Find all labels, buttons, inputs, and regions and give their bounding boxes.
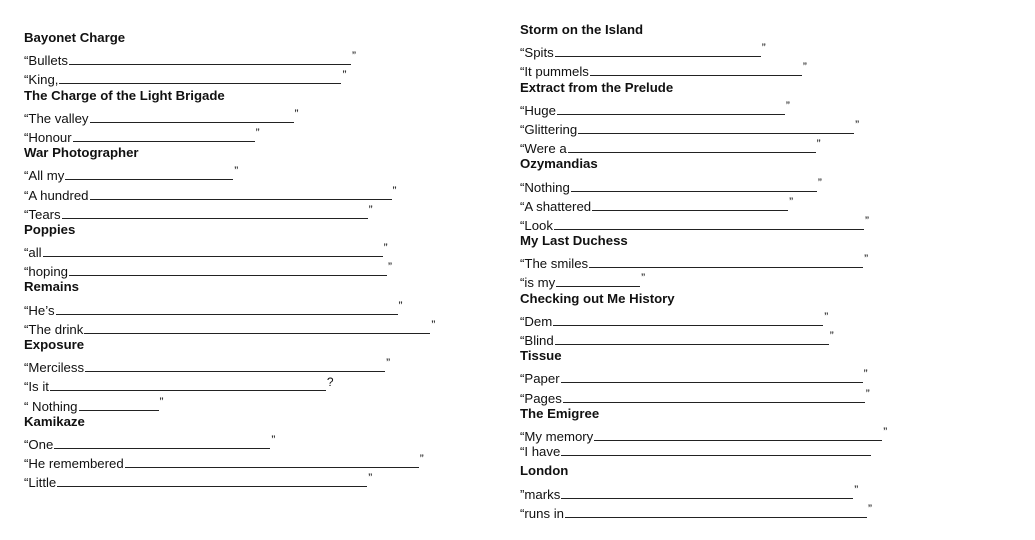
answer-blank-line[interactable] — [553, 312, 823, 326]
poem-heading-war-photographer: War Photographer — [24, 145, 139, 161]
answer-blank-line[interactable] — [65, 166, 233, 180]
closing-quote-mark: ” — [867, 501, 872, 516]
quote-prompt-row — [520, 39, 887, 61]
answer-blank-line[interactable] — [69, 51, 351, 65]
quote-prompt-text: “runs in — [520, 505, 564, 521]
quote-prompt-row — [24, 373, 435, 395]
quote-prompt-text: “Honour — [24, 129, 72, 145]
poem-heading-checking-out-me-history: Checking out Me History — [520, 290, 675, 306]
answer-blank-line[interactable] — [79, 397, 159, 411]
poem-heading-tissue: Tissue — [520, 348, 562, 364]
closing-quote-mark: ” — [342, 68, 347, 83]
quote-prompt-row — [520, 481, 887, 500]
poem-heading-my-last-duchess: My Last Duchess — [520, 233, 628, 249]
closing-quote-mark: ” — [386, 356, 391, 371]
closing-quote-mark: ” — [368, 471, 373, 486]
quote-prompt-text: “Tears — [24, 206, 61, 222]
poem-heading-poppies: Poppies — [24, 221, 76, 237]
quote-prompt-row — [24, 201, 435, 220]
closing-quote-mark: ” — [802, 60, 807, 75]
quote-prompt-row — [24, 124, 435, 143]
quote-prompt-row — [520, 308, 887, 327]
closing-quote-mark: ” — [865, 386, 870, 401]
quote-prompt-row — [24, 450, 435, 472]
answer-blank-line[interactable] — [43, 243, 383, 257]
quote-prompt-row — [24, 297, 435, 316]
quote-prompt-text: “Spits — [520, 45, 554, 61]
closing-quote-mark: ” — [854, 482, 859, 497]
left-column — [24, 28, 435, 489]
quote-prompt-row — [520, 58, 887, 80]
quote-prompt-text: “Paper — [520, 371, 560, 387]
quote-prompt-row — [24, 469, 435, 491]
quote-prompt-row — [24, 105, 435, 124]
answer-blank-line[interactable] — [62, 205, 368, 219]
quote-prompt-text: ”marks — [520, 486, 561, 502]
closing-quote-mark: ” — [863, 367, 868, 382]
closing-quote-mark: ” — [159, 394, 164, 409]
quote-prompt-text: “Were a — [520, 141, 567, 157]
poem-heading-the-emigree: The Emigree — [520, 405, 600, 421]
answer-blank-line[interactable] — [557, 101, 785, 115]
quote-prompt-row — [520, 327, 887, 346]
quote-prompt-text: “all — [24, 245, 42, 261]
closing-quote-mark: ” — [368, 202, 373, 217]
answer-blank-line[interactable] — [85, 358, 385, 372]
quote-prompt-text: “Huge — [520, 102, 556, 118]
quote-prompt-row — [24, 316, 435, 335]
quote-prompt-row — [520, 365, 887, 387]
closing-quote-mark: ” — [641, 271, 646, 286]
quote-prompt-text: “hoping — [24, 264, 68, 280]
quote-prompt-row — [520, 135, 887, 157]
poem-heading-bayonet-charge: Bayonet Charge — [24, 30, 126, 45]
answer-blank-line[interactable] — [73, 128, 255, 142]
poem-heading-storm-on-the-island: Storm on the Island — [520, 22, 644, 37]
poem-heading-exposure: Exposure — [24, 337, 85, 352]
closing-quote-mark: ” — [398, 298, 403, 313]
closing-quote-mark: ” — [234, 164, 239, 179]
quote-prompt-text: “A shattered — [520, 198, 592, 214]
closing-quote-mark: ” — [817, 175, 822, 190]
quote-prompt-row — [24, 162, 435, 184]
closing-quote-mark: ” — [294, 106, 299, 121]
poem-heading-london: London — [520, 463, 569, 479]
quote-prompt-row — [520, 193, 887, 212]
answer-blank-line[interactable] — [57, 473, 367, 487]
quote-prompt-text: “All my — [24, 168, 65, 184]
answer-blank-line[interactable] — [554, 216, 864, 230]
answer-blank-line[interactable] — [592, 197, 788, 211]
poem-heading-extract-from-the-prelude: Extract from the Prelude — [520, 79, 674, 95]
answer-blank-line[interactable] — [90, 109, 294, 123]
quote-prompt-row — [24, 182, 435, 201]
quote-prompt-row — [520, 385, 887, 404]
closing-quote-mark: ” — [864, 252, 869, 267]
answer-blank-line[interactable] — [125, 454, 419, 468]
answer-blank-line[interactable] — [56, 301, 398, 315]
closing-quote-mark: ” — [351, 49, 356, 64]
closing-quote-mark: ” — [419, 452, 424, 467]
quote-prompt-row — [24, 258, 435, 280]
closing-quote-mark: ? — [326, 375, 334, 390]
closing-quote-mark: ” — [392, 183, 397, 198]
answer-blank-line[interactable] — [59, 70, 341, 84]
poem-heading-the-charge-of-the-light-brigade: The Charge of the Light Brigade — [24, 87, 225, 103]
answer-blank-line[interactable] — [555, 331, 829, 345]
quote-prompt-row — [520, 500, 887, 519]
answer-blank-line[interactable] — [561, 369, 863, 383]
quote-prompt-text: “Pages — [520, 390, 562, 406]
answer-blank-line[interactable] — [590, 62, 802, 76]
quote-prompt-row — [24, 393, 435, 412]
answer-blank-line[interactable] — [563, 389, 865, 403]
quote-prompt-text: “King, — [24, 72, 59, 88]
quote-prompt-text: “Look — [520, 217, 553, 233]
quote-prompt-text: “is my — [520, 275, 556, 291]
closing-quote-mark: ” — [824, 309, 829, 324]
closing-quote-mark: ” — [255, 125, 260, 140]
answer-blank-line[interactable] — [571, 178, 817, 192]
quote-prompt-row — [520, 97, 887, 116]
closing-quote-mark: ” — [865, 213, 869, 228]
poem-heading-remains: Remains — [24, 279, 79, 295]
quote-prompt-text: “The drink — [24, 321, 84, 337]
quote-prompt-text: “Is it — [24, 379, 49, 395]
answer-blank-line[interactable] — [69, 262, 387, 276]
quote-prompt-text: “It pummels — [520, 64, 589, 80]
quote-prompt-text: “Nothing — [520, 179, 570, 195]
quote-prompt-text: “Glittering — [520, 121, 578, 137]
quote-prompt-row — [520, 174, 887, 193]
quote-prompt-text: “The valley — [24, 110, 89, 126]
answer-blank-line[interactable] — [565, 504, 867, 518]
quote-prompt-row — [24, 354, 435, 376]
right-column — [520, 20, 887, 519]
quote-prompt-text: “A hundred — [24, 187, 89, 203]
closing-quote-mark: ” — [855, 117, 860, 132]
closing-quote-mark: ” — [829, 329, 834, 343]
closing-quote-mark: ” — [431, 317, 436, 332]
answer-blank-line[interactable] — [556, 273, 640, 287]
answer-blank-line[interactable] — [555, 43, 761, 57]
answer-blank-line[interactable] — [90, 186, 392, 200]
quote-prompt-text: “ Nothing — [24, 398, 78, 414]
closing-quote-mark: ” — [883, 424, 888, 439]
quote-prompt-text: “He remembered — [24, 456, 124, 472]
closing-quote-mark: ” — [816, 137, 821, 152]
quote-prompt-text: “Merciless — [24, 360, 85, 376]
answer-blank-line[interactable] — [561, 442, 871, 456]
quote-prompt-row — [24, 431, 435, 450]
answer-blank-line[interactable] — [568, 139, 816, 153]
quote-prompt-row — [24, 47, 435, 69]
answer-blank-line[interactable] — [578, 120, 854, 134]
poem-heading-kamikaze: Kamikaze — [24, 413, 85, 429]
quote-prompt-text: “Bullets — [24, 53, 68, 69]
closing-quote-mark: ” — [388, 260, 392, 275]
answer-blank-line[interactable] — [561, 485, 853, 499]
quote-prompt-text: “One — [24, 436, 54, 452]
quote-prompt-row — [520, 269, 887, 291]
quote-prompt-text: “Dem — [520, 313, 553, 329]
quote-prompt-text: “Little — [24, 475, 57, 491]
quote-prompt-row — [520, 212, 887, 231]
quote-prompt-text: “He’s — [24, 302, 55, 318]
quote-prompt-text: “I have — [520, 444, 561, 460]
answer-blank-line[interactable] — [54, 435, 270, 449]
answer-blank-line[interactable] — [50, 377, 326, 391]
answer-blank-line[interactable] — [84, 320, 430, 334]
quote-prompt-text: “My memory — [520, 428, 594, 444]
closing-quote-mark: ” — [383, 241, 388, 256]
quote-prompt-text: “Blind — [520, 333, 554, 348]
quote-prompt-row — [520, 250, 887, 272]
quote-prompt-row — [520, 442, 887, 461]
closing-quote-mark: ” — [761, 41, 766, 56]
closing-quote-mark: ” — [785, 98, 790, 113]
quote-prompt-row — [24, 239, 435, 261]
quote-prompt-row — [520, 423, 887, 442]
quote-prompt-row — [520, 116, 887, 135]
quote-prompt-row — [24, 66, 435, 88]
poem-heading-ozymandias: Ozymandias — [520, 156, 598, 172]
quote-prompt-text: “The smiles — [520, 256, 589, 272]
answer-blank-line[interactable] — [594, 427, 882, 441]
closing-quote-mark: ” — [789, 194, 794, 209]
closing-quote-mark: ” — [271, 432, 276, 447]
answer-blank-line[interactable] — [589, 254, 863, 268]
